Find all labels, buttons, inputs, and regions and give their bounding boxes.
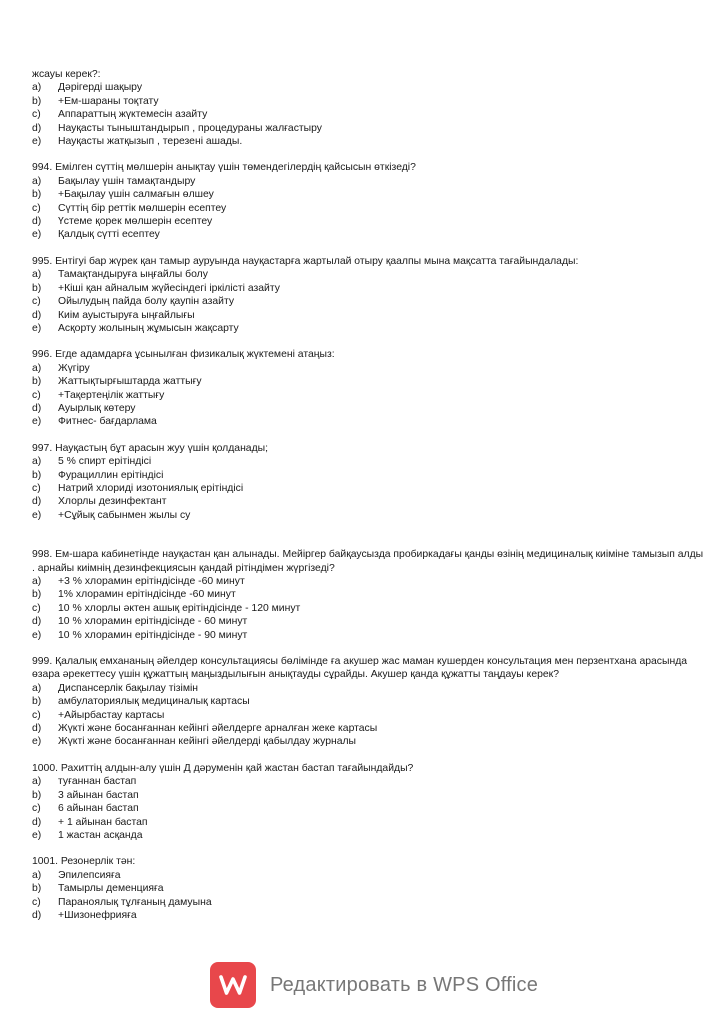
question-text: 996. Егде адамдарға ұсынылған физикалық жүктемені атаңыз: xyxy=(32,349,335,361)
option-letter: c) xyxy=(32,109,41,121)
answer-option xyxy=(32,695,704,708)
option-text: Ойылудың пайда болу қаупін азайту xyxy=(58,296,235,308)
option-text: 6 айынан бастап xyxy=(58,803,139,815)
option-letter: a) xyxy=(32,776,42,788)
option-text: Тамақтандыруға ыңғайлы болу xyxy=(58,269,208,281)
option-text: 10 % хлорамин ерітіндісінде - 90 минут xyxy=(58,629,248,641)
answer-option xyxy=(32,469,704,482)
answer-option xyxy=(32,188,704,201)
option-text: Науқасты жатқызып , терезені ашады. xyxy=(58,136,243,148)
question-text: 997. Науқастың бұт арасын жуу үшін қолданады; xyxy=(32,442,269,454)
wps-edit-label[interactable]: Редактировать в WPS Office xyxy=(270,973,539,996)
option-letter: d) xyxy=(32,402,42,414)
option-text: 10 % хлорлы әктен ашық ерітіндісінде - 120 минут xyxy=(58,602,301,614)
answer-option xyxy=(32,389,704,402)
option-letter: c) xyxy=(32,896,41,908)
answer-option xyxy=(32,95,704,108)
answer-option xyxy=(32,309,704,322)
option-letter: a) xyxy=(32,362,42,374)
answer-option xyxy=(32,295,704,308)
option-text: +Кіші қан айналым жүйесіндегі іркілісті азайту xyxy=(58,282,280,294)
option-text: амбулаториялық медициналық картасы xyxy=(58,696,250,708)
option-letter: b) xyxy=(32,376,42,388)
option-text: +3 % хлорамин ерітіндісінде -60 минут xyxy=(58,576,245,587)
answer-option xyxy=(32,575,704,588)
answer-option xyxy=(32,775,704,788)
option-letter: a) xyxy=(32,682,42,694)
answer-option xyxy=(32,415,704,428)
question-text: 995. Ентігуі бар жүрек қан тамыр ауруында науқастарға жартылай отыру қаалпы мына мақсатта тағайындалады: xyxy=(32,255,579,267)
option-letter: b) xyxy=(32,883,42,895)
option-text: Жүкті және босанғаннан кейінгі әйелдерді қабылдау журналы xyxy=(58,736,357,748)
option-letter: c) xyxy=(32,202,41,214)
answer-option xyxy=(32,108,704,121)
option-letter: d) xyxy=(32,909,42,921)
option-text: Науқасты тыныштандырып , процедураны жалғастыру xyxy=(58,122,322,134)
option-letter: b) xyxy=(32,469,42,481)
option-letter: c) xyxy=(32,296,41,308)
option-text: Фитнес- бағдарлама xyxy=(58,416,157,428)
option-text: Асқорту жолының жұмысын жақсарту xyxy=(58,322,239,334)
option-letter: e) xyxy=(32,829,42,841)
option-text: Параноялық тұлғаның дамуына xyxy=(58,896,212,908)
question-995 xyxy=(32,255,704,335)
answer-option xyxy=(32,122,704,135)
answer-option xyxy=(32,202,704,215)
option-text: Киім ауыстыруға ыңғайлығы xyxy=(58,309,195,321)
question-text: 1000. Рахиттің алдын-алу үшін Д дәруменін қай жастан бастап тағайындайды? xyxy=(32,762,414,774)
answer-option xyxy=(32,869,704,882)
option-letter: d) xyxy=(32,216,42,228)
answer-option xyxy=(32,602,704,615)
answer-option xyxy=(32,709,704,722)
option-text: Ауырлық көтеру xyxy=(58,402,136,414)
option-letter: a) xyxy=(32,869,42,881)
option-letter: d) xyxy=(32,122,42,134)
option-letter: e) xyxy=(32,509,42,521)
option-letter: b) xyxy=(32,189,42,201)
option-text: Қалдық сүтті есептеу xyxy=(58,229,160,241)
question-text: 999. Қалалық емхананың әйелдер консультациясы бөлімінде ға акушер жас маман кушерден консультация мен перзентхана арасында өзара әрекеттесу үшін құжаттың маңыздылығын анықтауды сұрайды. Акушер қанда құжатты таңдауы керек? xyxy=(32,656,688,681)
option-letter: e) xyxy=(32,736,42,748)
question-999 xyxy=(32,655,704,749)
question-998 xyxy=(32,548,704,642)
option-letter: d) xyxy=(32,723,42,735)
option-letter: d) xyxy=(32,309,42,321)
option-letter: b) xyxy=(32,589,42,601)
option-letter: c) xyxy=(32,482,41,494)
question-intro xyxy=(32,68,704,148)
answer-option xyxy=(32,228,704,241)
option-text: Жүкті және босанғаннан кейінгі әйелдерге арналған жеке картасы xyxy=(58,723,378,735)
option-text: туғаннан бастап xyxy=(58,776,137,788)
option-letter: a) xyxy=(32,269,42,281)
answer-option xyxy=(32,816,704,829)
answer-option xyxy=(32,81,704,94)
option-text: Фурациллин ерітіндісі xyxy=(58,469,164,481)
option-letter: d) xyxy=(32,816,42,828)
option-letter: c) xyxy=(32,389,41,401)
option-text: Эпилепсияға xyxy=(58,869,121,881)
option-letter: e) xyxy=(32,629,42,641)
option-text: +Шизонефрияға xyxy=(58,909,137,921)
answer-option xyxy=(32,802,704,815)
answer-option xyxy=(32,722,704,735)
answer-option xyxy=(32,322,704,335)
option-letter: b) xyxy=(32,282,42,294)
answer-option xyxy=(32,268,704,281)
option-letter: b) xyxy=(32,696,42,708)
option-text: Натрий хлориді изотониялық ерітіндісі xyxy=(58,482,244,494)
question-text: жсауы керек?: xyxy=(32,69,101,80)
option-letter: e) xyxy=(32,416,42,428)
option-text: Аппараттың жүктемесін азайту xyxy=(58,109,208,121)
option-text: Жүгіру xyxy=(58,362,90,374)
answer-option xyxy=(32,282,704,295)
answer-option xyxy=(32,375,704,388)
option-letter: a) xyxy=(32,576,42,587)
option-text: Сүттің бір реттік мөлшерін есептеу xyxy=(58,202,227,214)
option-text: +Сұйық сабынмен жылы су xyxy=(58,509,191,521)
answer-option xyxy=(32,495,704,508)
answer-option xyxy=(32,175,704,188)
answer-option xyxy=(32,402,704,415)
option-letter: c) xyxy=(32,602,41,614)
option-letter: c) xyxy=(32,803,41,815)
option-letter: e) xyxy=(32,229,42,241)
question-text: 994. Емілген сүттің мөлшерін анықтау үшін төмендегілердің қайсысын өткізеді? xyxy=(32,162,416,174)
option-text: 1% хлорамин ерітіндісінде -60 минут xyxy=(58,589,236,601)
question-text: 998. Ем-шара кабинетінде науқастан қан алынады. Мейіргер байқаусызда пробиркадағы қанды өзінің медициналық киіміне тамызып алды . арнайы киімнің дезинфекциясын қандай рітіндімен жүргізеді? xyxy=(32,549,704,574)
answer-option xyxy=(32,909,704,922)
option-letter: a) xyxy=(32,456,42,468)
answer-option xyxy=(32,455,704,468)
option-letter: e) xyxy=(32,322,42,334)
option-text: 1 жастан асқанда xyxy=(58,829,143,841)
answer-option xyxy=(32,482,704,495)
option-text: +Тақертеңілік жаттығу xyxy=(58,389,165,401)
answer-option xyxy=(32,615,704,628)
option-text: Тамырлы деменцияға xyxy=(58,883,164,895)
option-text: 3 айынан бастап xyxy=(58,789,139,801)
document-body xyxy=(32,68,704,935)
wps-logo-icon[interactable] xyxy=(210,962,256,1008)
answer-option xyxy=(32,789,704,802)
answer-option xyxy=(32,682,704,695)
option-text: Бақылау үшін тамақтандыру xyxy=(58,175,196,187)
question-1000 xyxy=(32,762,704,842)
option-letter: d) xyxy=(32,616,42,628)
option-text: Жаттықтырғыштарда жаттығу xyxy=(58,376,202,388)
option-text: +Бақылау үшін салмағын өлшеу xyxy=(58,189,214,201)
option-letter: c) xyxy=(32,709,41,721)
answer-option xyxy=(32,629,704,642)
option-text: +Ем-шараны тоқтату xyxy=(58,95,159,107)
question-994 xyxy=(32,161,704,241)
option-text: 10 % хлорамин ерітіндісінде - 60 минут xyxy=(58,616,248,628)
option-text: Дәрігерді шақыру xyxy=(58,82,143,94)
option-text: +Айырбастау картасы xyxy=(58,709,165,721)
option-text: Диспансерлік бақылау тізімін xyxy=(58,682,199,694)
question-996 xyxy=(32,348,704,428)
option-letter: b) xyxy=(32,789,42,801)
question-text: 1001. Резонерлік тән: xyxy=(32,856,136,868)
option-text: 5 % спирт ерітіндісі xyxy=(58,456,152,468)
answer-option xyxy=(32,215,704,228)
option-text: + 1 айынан бастап xyxy=(58,816,148,828)
answer-option xyxy=(32,829,704,842)
answer-option xyxy=(32,362,704,375)
option-letter: a) xyxy=(32,82,42,94)
option-letter: a) xyxy=(32,175,42,187)
answer-option xyxy=(32,896,704,909)
option-text: Үстеме қорек мөлшерін есептеу xyxy=(58,216,213,228)
option-letter: b) xyxy=(32,95,42,107)
answer-option xyxy=(32,588,704,601)
answer-option xyxy=(32,735,704,748)
option-text: Хлорлы дезинфектант xyxy=(58,496,167,508)
option-letter: e) xyxy=(32,136,42,148)
question-1001 xyxy=(32,855,704,922)
wps-edit-banner[interactable] xyxy=(210,962,538,1008)
answer-option xyxy=(32,509,704,522)
question-997 xyxy=(32,442,704,522)
answer-option xyxy=(32,135,704,148)
option-letter: d) xyxy=(32,496,42,508)
answer-option xyxy=(32,882,704,895)
